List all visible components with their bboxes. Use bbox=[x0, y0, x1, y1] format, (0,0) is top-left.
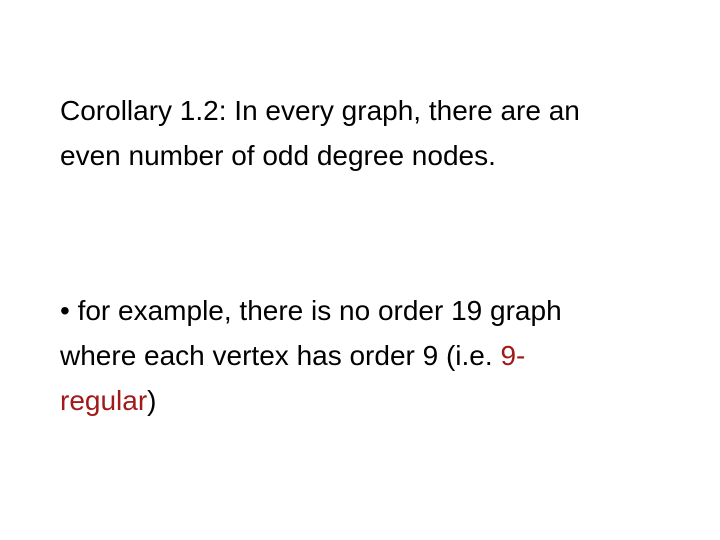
highlight-regular: regular bbox=[60, 385, 148, 416]
example-line-1: • for example, there is no order 19 graph bbox=[60, 295, 562, 326]
example-line-2-prefix: where each vertex has order 9 (i.e. bbox=[60, 340, 501, 371]
example-line-3-suffix: ) bbox=[147, 385, 157, 416]
example-bullet bbox=[60, 288, 680, 423]
corollary-statement bbox=[60, 88, 680, 178]
corollary-line-1: Corollary 1.2: In every graph, there are an bbox=[60, 95, 580, 126]
corollary-line-2: even number of odd degree nodes. bbox=[60, 140, 496, 171]
highlight-9: 9- bbox=[500, 340, 526, 371]
